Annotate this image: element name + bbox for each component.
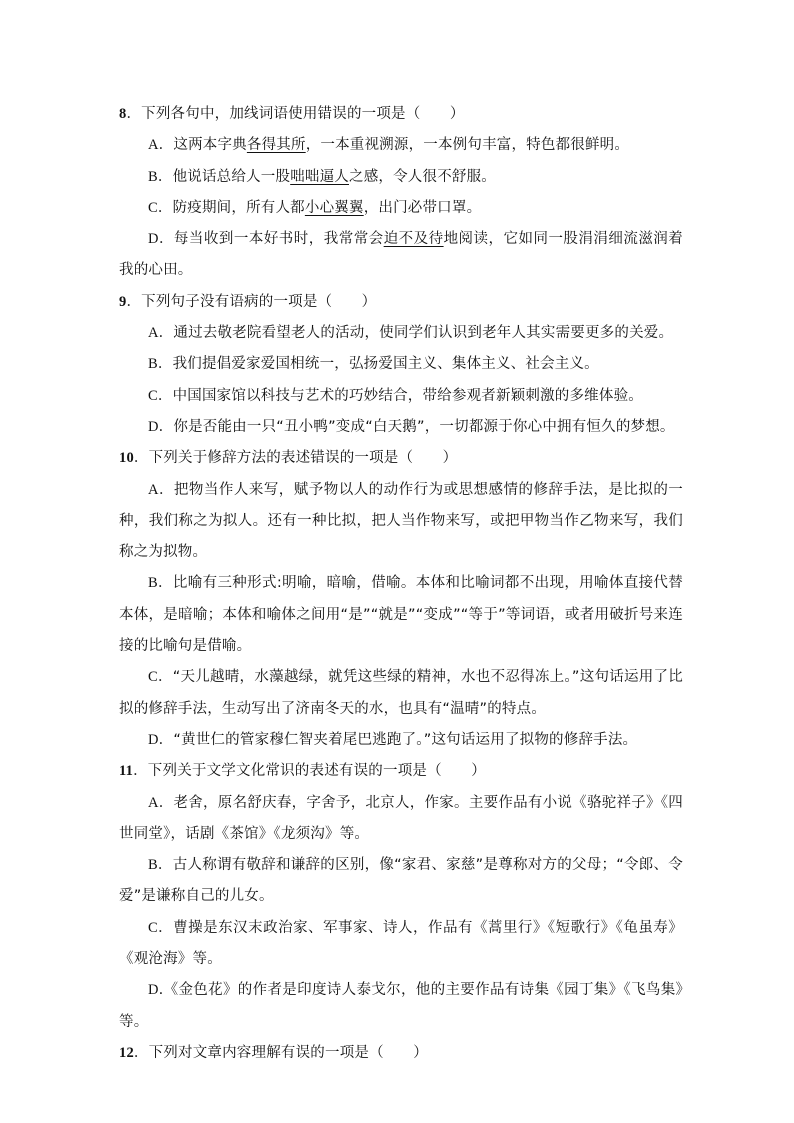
question-number: 10 [119,450,134,467]
question-number: 12 [119,1044,134,1061]
option-text: ．比喻有三种形式:明喻，暗喻，借喻。本体和比喻词都不出现，用喻体直接代替本体，是暗喻；本体和喻体之间用“是”“就是”“变成”“等于”等词语，或者用破折号来连接的比喻句是借喻。 [119,575,683,655]
option-text: ．中国国家馆以科技与艺术的巧妙结合，带给参观者新颖刺激的多维体验。 [157,387,643,404]
option-text-pre: ．每当收到一本好书时，我常常会 [158,231,384,248]
question-number: 9 [119,293,127,310]
question-8-option-b [119,162,683,193]
question-10-title [119,443,683,474]
question-9-option-b [119,349,683,380]
question-number: 11 [119,763,134,780]
question-stem: ．下列句子没有语病的一项是（ ） [126,293,377,310]
question-stem: ．下列各句中，加线词语使用错误的一项是（ ） [126,106,465,122]
option-letter: B [148,356,158,373]
option-letter: C [148,669,158,686]
question-11-title [119,756,683,787]
option-letter: D [148,982,159,999]
option-text: ．“黄世仁的管家穆仁智夹着尾巴逃跑了。”这句话运用了拟物的修辞手法。 [158,731,638,748]
option-text-post: 之感，令人很不舒服。 [349,168,496,185]
option-text-pre: ．这两本字典 [158,137,247,154]
underlined-phrase: 小心翼翼 [304,199,364,216]
option-letter: A [148,794,159,811]
option-text-post: ，出门必带口罩。 [363,199,482,216]
option-letter: B [148,857,158,874]
question-12-title [119,1038,683,1069]
option-text-pre: ．他说话总给人一股 [157,168,291,185]
option-letter: A [148,325,159,342]
option-text-post: 地阅读，它如同一股涓涓细流滋润着我的心田。 [119,231,683,279]
question-8-option-d [119,224,683,287]
option-letter: C [148,199,158,216]
question-9-option-a [119,318,683,349]
underlined-phrase: 各得其所 [246,137,306,154]
option-letter: C [148,387,158,404]
question-10-option-b [119,568,683,662]
option-text: ．我们提倡爱家爱国相统一，弘扬爱国主义、集体主义、社会主义。 [157,356,599,373]
question-11-option-a [119,788,683,851]
option-text: ．古人称谓有敬辞和谦辞的区别，像“家君、家慈”是尊称对方的父母；“令郎、令爱”是谦称自己的儿女。 [119,857,683,905]
option-text: ．曹操是东汉末政治家、军事家、诗人，作品有《蒿里行》《短歌行》《龟虽寿》《观沧海》等。 [119,919,683,968]
question-8-title [119,99,683,130]
option-letter: C [148,919,158,936]
question-10-option-a [119,475,683,569]
option-letter: B [148,575,158,592]
option-text-pre: ．防疫期间，所有人都 [157,199,305,216]
option-text: .《金色花》的作者是印度诗人泰戈尔，他的主要作品有诗集《园丁集》《飞鸟集》等。 [119,982,683,1030]
question-9-title [119,287,683,318]
option-letter: A [148,481,159,498]
question-stem: ．下列关于修辞方法的表述错误的一项是（ ） [133,450,458,467]
option-letter: D [148,731,159,748]
question-number: 8 [119,106,127,122]
option-letter: A [148,137,159,154]
option-text: ．把物当作人来写，赋予物以人的动作行为或思想感情的修辞手法，是比拟的一种，我们称之为拟人。还有一种比拟，把人当作物来写，或把甲物当作乙物来写，我们称之为拟物。 [119,481,683,561]
underlined-phrase: 咄咄逼人 [290,168,349,185]
question-stem: ．下列关于文学文化常识的表述有误的一项是（ ） [133,763,486,780]
question-11-option-b [119,850,683,913]
question-9-option-d [119,412,683,443]
question-11-option-d [119,975,683,1038]
question-10-option-d [119,725,683,756]
option-text: ．老舍，原名舒庆春，字舍予，北京人，作家。主要作品有小说《骆驼祥子》《四世同堂》，话剧《茶馆》《龙须沟》等。 [119,794,683,842]
question-11-option-c [119,913,683,976]
option-text-post: ，一本重视溯源，一本例句丰富，特色都很鲜明。 [305,137,630,154]
question-8-option-c [119,193,683,224]
question-9-option-c [119,381,683,412]
question-stem: ．下列对文章内容理解有误的一项是（ ） [133,1044,428,1061]
option-letter: D [148,231,159,248]
option-letter: B [148,168,158,185]
question-10-option-c [119,662,683,725]
underlined-phrase: 迫不及待 [383,231,444,248]
option-letter: D [148,418,159,435]
option-text: ．通过去敬老院看望老人的活动，使同学们认识到老年人其实需要更多的关爱。 [158,325,674,342]
option-text: ．“天儿越晴，水藻越绿，就凭这些绿的精神，水也不忍得冻上。”这句话运用了比拟的修辞手法，生动写出了济南冬天的水，也具有“温晴”的特点。 [119,669,683,717]
question-list [119,99,683,1069]
question-8-option-a [119,130,683,161]
option-text: ．你是否能由一只“丑小鸭”变成“白天鹅”，一切都源于你心中拥有恒久的梦想。 [158,418,675,435]
